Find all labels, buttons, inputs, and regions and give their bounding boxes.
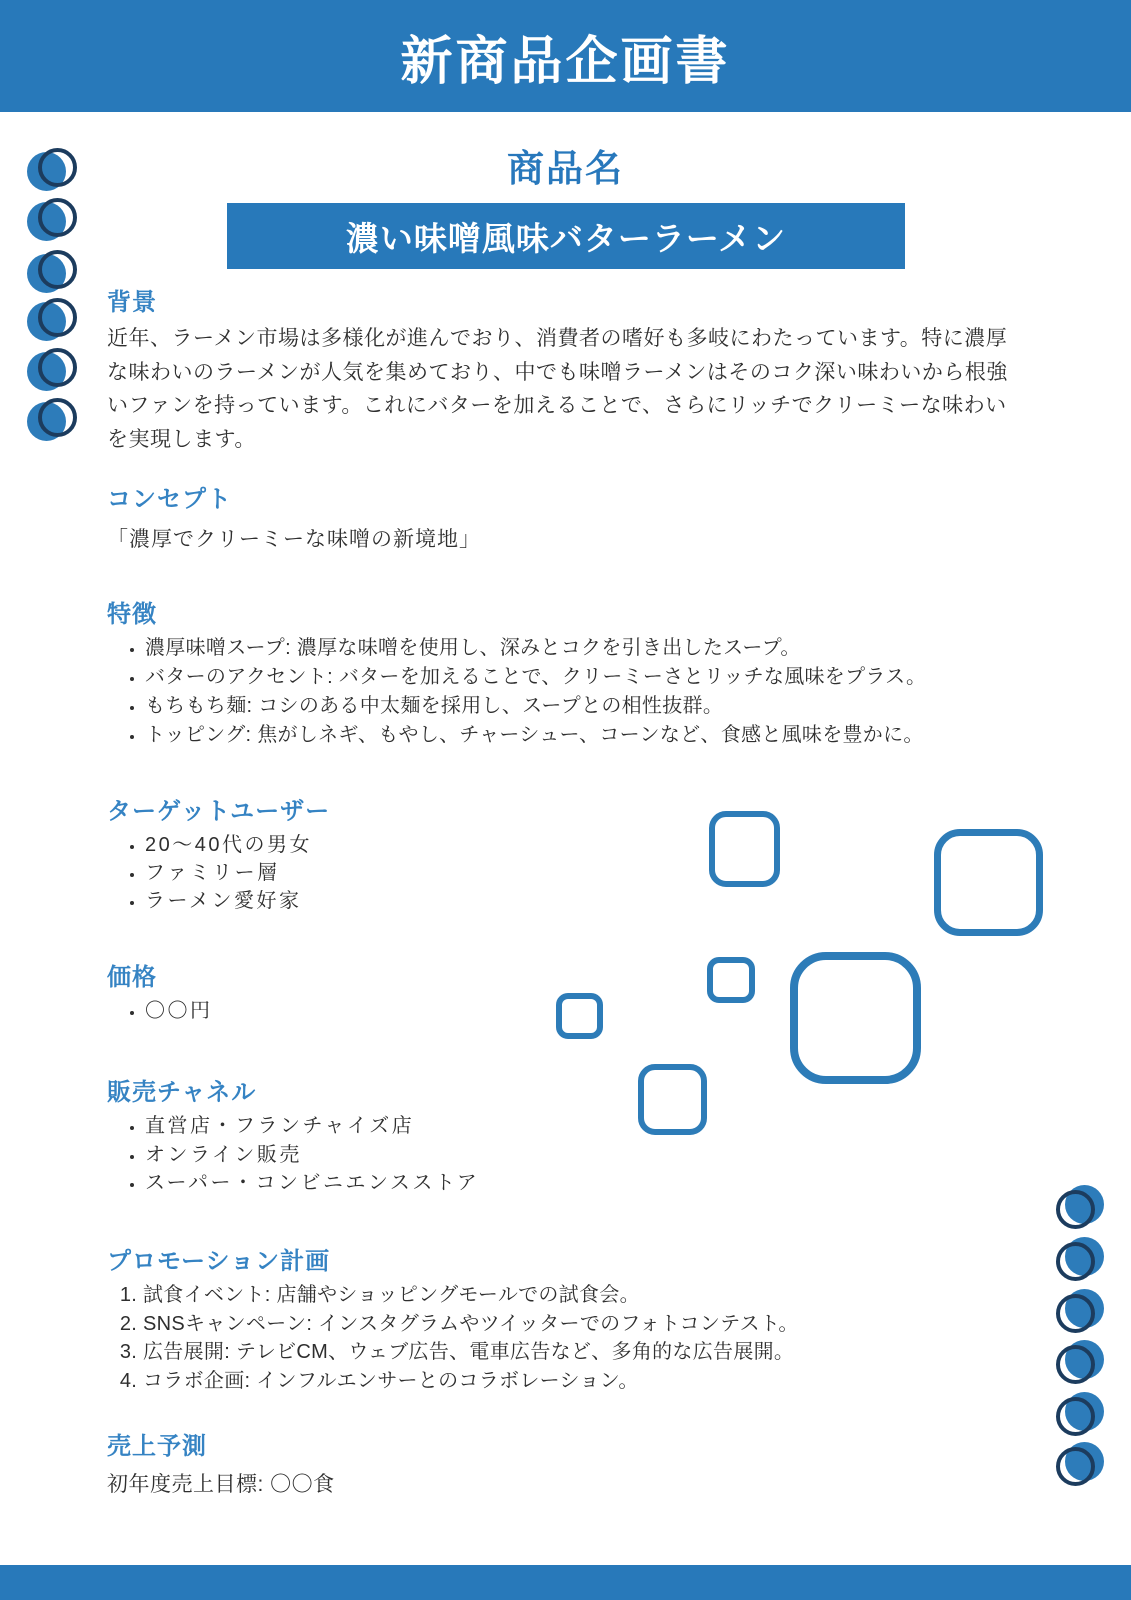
decorative-circle-icon: [27, 250, 77, 294]
list-item: • ラーメン愛好家: [145, 887, 1027, 915]
section-body: 初年度売上目標: 〇〇食: [107, 1473, 335, 1496]
list-item: • バターのアクセント: バターを加えることで、クリーミーさとリッチな風味をプラス。: [145, 663, 1027, 692]
list-item: • 〇〇円: [145, 997, 1027, 1025]
target-users-list: [107, 831, 1027, 915]
list-item: • 濃厚味噌スープ: 濃厚な味噌を使用し、深みとコクを引き出したスープ。: [145, 634, 1027, 663]
sales-channels-list: [107, 1112, 1027, 1198]
list-item: 2. SNSキャンペーン: インスタグラムやツイッターでのフォトコンテスト。: [143, 1310, 1027, 1339]
list-item: 3. 広告展開: テレビCM、ウェブ広告、電車広告など、多角的な広告展開。: [143, 1338, 1027, 1367]
section-body: 「濃厚でクリーミーな味噌の新境地」: [107, 528, 481, 551]
decorative-circle-icon: [1056, 1237, 1106, 1281]
section-title: 特徴: [107, 601, 157, 628]
product-name-banner: [227, 203, 905, 269]
features-list: [107, 634, 1027, 750]
section-title: コンセプト: [107, 486, 232, 513]
product-name: 濃い味噌風味バターラーメン: [345, 219, 787, 257]
section-title: ターゲットユーザー: [107, 798, 331, 825]
decorative-circle-icon: [27, 348, 77, 392]
decorative-circle-icon: [1056, 1185, 1106, 1229]
list-item: 1. 試食イベント: 店舗やショッピングモールでの試食会。: [143, 1281, 1027, 1310]
header-bar: [0, 0, 1131, 112]
document-title: 新商品企画書: [400, 32, 731, 91]
section-promotion-plan: [107, 1247, 1027, 1395]
list-item: • スーパー・コンビニエンスストア: [145, 1169, 1027, 1198]
footer-bar: [0, 1565, 1131, 1600]
section-title: 販売チャネル: [107, 1079, 257, 1106]
section-sales-channels: [107, 1078, 1027, 1198]
list-item: • オンライン販売: [145, 1141, 1027, 1170]
price-list: [107, 997, 1027, 1025]
section-sales-forecast: [107, 1432, 1027, 1502]
list-item: • 直営店・フランチャイズ店: [145, 1112, 1027, 1141]
decorative-circle-icon: [1056, 1392, 1106, 1436]
section-title: 売上予測: [107, 1433, 207, 1460]
product-name-label: 商品名: [507, 148, 624, 189]
section-background: [107, 288, 1027, 456]
section-target-users: [107, 797, 1027, 915]
promotion-plan-list: [107, 1281, 1027, 1395]
section-title: 価格: [107, 964, 157, 991]
section-price: [107, 963, 1027, 1025]
section-concept: [107, 485, 1027, 557]
section-body: 近年、ラーメン市場は多様化が進んでおり、消費者の嗜好も多岐にわたっています。特に濃厚な味わいのラーメンが人気を集めており、中でも味噌ラーメンはそのコク深い味わいから根強いファンを持っています。これにバターを加えることで、さらにリッチでクリーミーな味わいを実現します。: [107, 327, 1008, 451]
decorative-circle-icon: [27, 298, 77, 342]
decorative-circle-icon: [27, 398, 77, 442]
list-item: 4. コラボ企画: インフルエンサーとのコラボレーション。: [143, 1367, 1027, 1396]
decorative-circle-icon: [1056, 1340, 1106, 1384]
list-item: • 20〜40代の男女: [145, 831, 1027, 859]
decorative-circle-icon: [1056, 1442, 1106, 1486]
list-item: • トッピング: 焦がしネギ、もやし、チャーシュー、コーンなど、食感と風味を豊かに。: [145, 721, 1027, 750]
decorative-circle-icon: [1056, 1289, 1106, 1333]
list-item: • もちもち麺: コシのある中太麺を採用し、スープとの相性抜群。: [145, 692, 1027, 721]
section-features: [107, 600, 1027, 750]
list-item: • ファミリー層: [145, 859, 1027, 887]
section-title: 背景: [107, 289, 157, 316]
decorative-circle-icon: [27, 198, 77, 242]
section-title: プロモーション計画: [107, 1248, 331, 1275]
